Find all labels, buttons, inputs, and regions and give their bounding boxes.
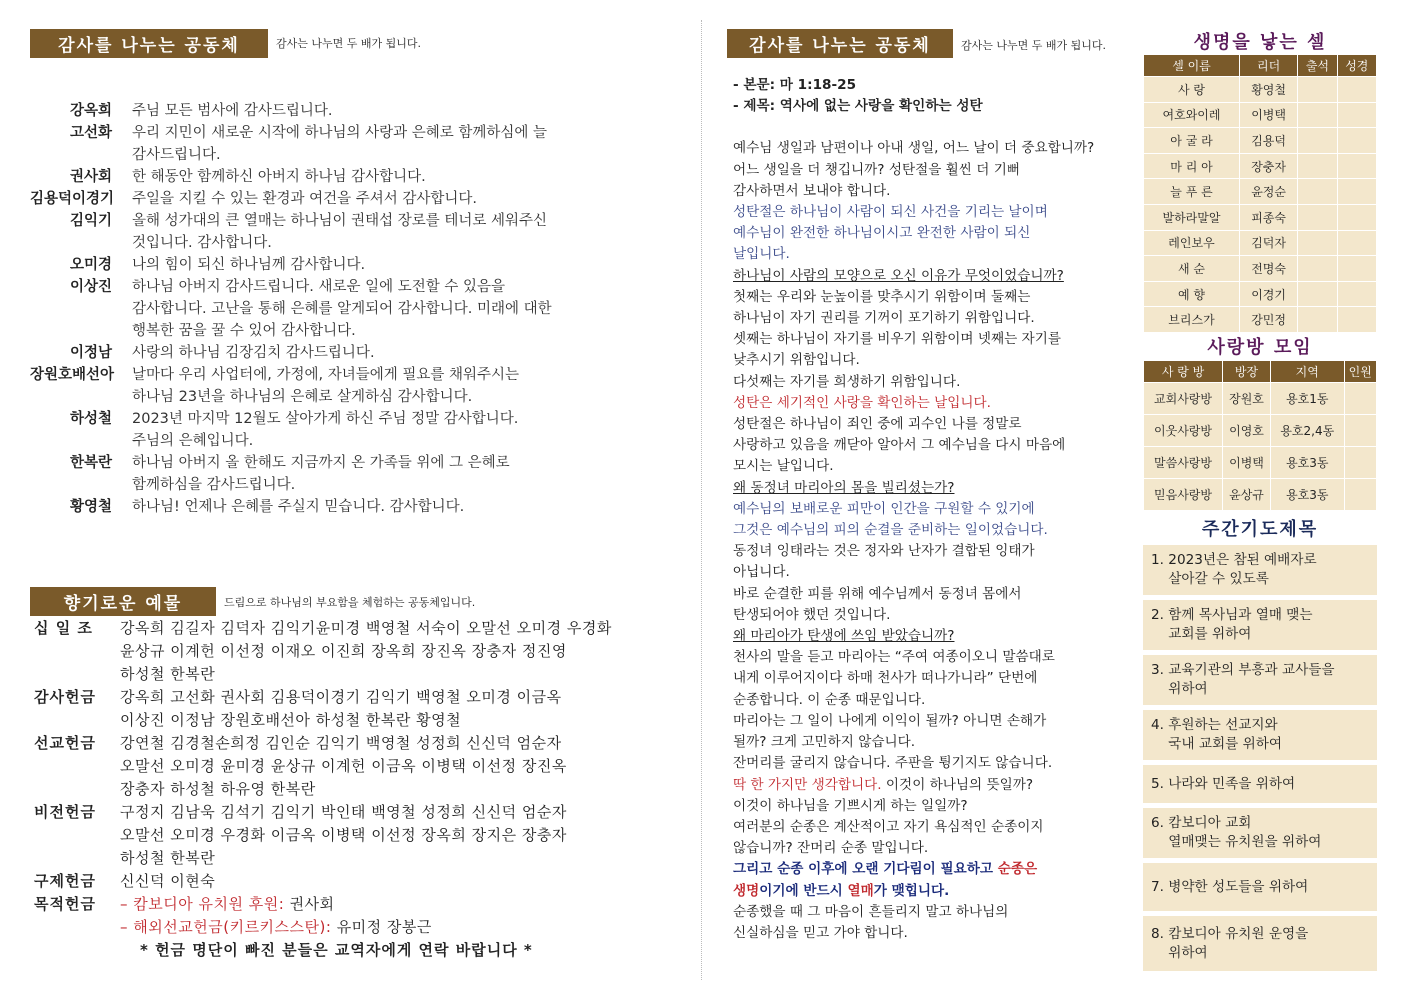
cell-bible — [1337, 307, 1376, 333]
room-row — [1144, 447, 1377, 479]
thanks-row — [30, 364, 680, 408]
thanks-message — [132, 496, 680, 518]
thanks-banner: 감사를 나누는 공동체 — [30, 29, 268, 58]
sermon-banner: 감사를 나누는 공동체 — [727, 29, 953, 58]
thanks-row — [30, 408, 680, 452]
cell-name: 브리스가 — [1144, 307, 1240, 333]
room-table-header: 사 랑 방 — [1144, 361, 1223, 383]
cell-leader: 강민정 — [1239, 307, 1297, 333]
cell-row — [1144, 153, 1377, 179]
room-table-header: 인원 — [1344, 361, 1376, 383]
sermon-text-ref: - 본문: 마 1:18-25 — [733, 77, 857, 93]
cell-leader: 장충자 — [1239, 153, 1297, 179]
room-area: 용호3동 — [1271, 479, 1345, 511]
sermon-question: 하나님이 사람의 모양으로 오신 이유가 무엇이었습니까? — [733, 267, 1064, 284]
sermon-para: 예수님 생일과 남편이나 아내 생일, 어느 날이 더 중요합니까? 어느 생일을 더 챙깁니까? 성탄절을 훨씬 더 기뻐 감사하면서 보내야 합니다. — [733, 140, 1095, 199]
room-table-header: 방장 — [1223, 361, 1271, 383]
room-row — [1144, 479, 1377, 511]
offering-label: 선교헌금 — [34, 734, 96, 752]
room-count — [1344, 479, 1376, 511]
thanks-line: 사랑의 하나님 김장김치 감사드립니다. — [132, 345, 375, 361]
thanks-line: 올해 성가대의 큰 열매는 하나님이 권태섭 장로를 테너로 세워주신 — [132, 213, 548, 229]
cell-leader: 황영철 — [1239, 77, 1297, 103]
thanks-line: 주님의 은혜입니다. — [132, 433, 254, 449]
offering-names — [120, 801, 684, 870]
offering-notice: * 헌금 명단이 빠진 분들은 교역자에게 연락 바랍니다 * — [140, 941, 533, 959]
purpose-dash: – — [120, 895, 134, 913]
sermon-para: 첫째는 우리와 눈높이를 맞추시기 위함이며 둘째는 하나님이 자기 권리를 기꺼이 포기하기 위함입니다. 셋째는 하나님이 자기를 비우기 위함이며 넷째는 자기를 낮추시기 위함입니다. 다섯째는 자기를 희생하기 위함입니다. — [733, 288, 1061, 390]
sermon-para: 딱 한 가지만 생각합니다. 이것이 하나님의 뜻일까? 이것이 하나님을 기쁘시게 하는 일일까? 여러분의 순종은 계산적이고 자기 욕심적인 순종이지 않습니까? 잔머리 순종 말입니다. — [733, 776, 1044, 857]
thanks-line: 2023년 마지막 12월도 살아가게 하신 주님 정말 감사합니다. — [132, 411, 519, 427]
cell-attendance — [1298, 256, 1337, 282]
thanks-name: 하성철 — [69, 411, 112, 427]
sermon-banner-subtitle: 감사는 나누면 두 배가 됩니다. — [961, 39, 1106, 52]
thanks-line: 하나님 아버지 감사드립니다. 새로운 일에 도전할 수 있음을 — [132, 279, 506, 295]
offering-names-line: 강연철 김경철손희정 김인순 김익기 백영철 성정희 신신덕 엄순자 — [120, 734, 562, 752]
prayer-item: 2. 함께 목사님과 열매 맺는 교회를 위하여 — [1143, 600, 1377, 650]
thanks-row — [30, 188, 680, 210]
cell-name: 레인보우 — [1144, 230, 1240, 256]
cell-attendance — [1298, 307, 1337, 333]
thanks-name: 한복란 — [69, 455, 112, 471]
offering-names-line: 이상진 이정남 장원호배선아 하성철 한복란 황영철 — [120, 711, 462, 729]
page-divider — [701, 20, 702, 980]
sermon-title: - 제목: 역사에 없는 사랑을 확인하는 성탄 — [733, 98, 983, 115]
sermon-text — [733, 75, 1143, 944]
sermon-para: 동정녀 잉태라는 것은 정자와 난자가 결합된 잉태가 아닙니다. 바로 순결한 피를 위해 예수님께서 동정녀 몸에서 탄생되어야 했던 것입니다. — [733, 543, 1035, 623]
prayer-item: 6. 캄보디아 교회 열매맺는 유치원을 위하여 — [1143, 808, 1377, 858]
thanks-name: 김용덕이경기 — [30, 191, 115, 207]
offering-banner: 향기로운 예물 — [30, 587, 216, 616]
purpose-name: 캄보디아 유치원 후원: — [133, 895, 285, 913]
room-leader: 윤상규 — [1223, 479, 1271, 511]
room-leader: 이영호 — [1223, 415, 1271, 447]
cell-attendance — [1298, 281, 1337, 307]
room-row — [1144, 383, 1377, 415]
thanks-line: 하나님 아버지 올 한해도 지금까지 온 가족들 위에 그 은혜로 — [132, 455, 510, 471]
thanks-line: 주일을 지킬 수 있는 환경과 여건을 주셔서 감사합니다. — [132, 191, 478, 207]
cell-row — [1144, 128, 1377, 154]
room-name: 이웃사랑방 — [1144, 415, 1223, 447]
prayer-item: 3. 교육기관의 부흥과 교사들을 위하여 — [1143, 655, 1377, 705]
cell-name: 예 향 — [1144, 281, 1240, 307]
thanks-line: 행복한 꿈을 꿀 수 있어 감사합니다. — [132, 323, 356, 339]
thanks-line: 감사드립니다. — [132, 147, 221, 163]
offering-names-line: 장충자 하성철 하유영 한복란 — [120, 780, 316, 798]
cell-leader: 피종숙 — [1239, 204, 1297, 230]
offering-row — [34, 870, 684, 893]
cell-bible — [1337, 256, 1376, 282]
room-count — [1344, 383, 1376, 415]
thanks-message — [132, 342, 680, 364]
thanks-line: 주님 모든 범사에 감사드립니다. — [132, 103, 333, 119]
offering-names-line: 강옥희 김길자 김덕자 김익기윤미경 백영철 서숙이 오말선 오미경 우경화 — [120, 619, 612, 637]
prayer-item: 1. 2023년은 참된 예배자로 살아갈 수 있도록 — [1143, 545, 1377, 595]
room-leader: 이병택 — [1223, 447, 1271, 479]
thanks-row — [30, 452, 680, 496]
cell-row — [1144, 230, 1377, 256]
thanks-name: 김익기 — [69, 213, 112, 229]
prayer-item: 5. 나라와 민족을 위하여 — [1143, 765, 1377, 803]
cell-bible — [1337, 204, 1376, 230]
thanks-name: 이상진 — [69, 279, 112, 295]
cell-bible — [1337, 153, 1376, 179]
cell-attendance — [1298, 204, 1337, 230]
room-name: 믿음사랑방 — [1144, 479, 1223, 511]
offering-names-line: 하성철 한복란 — [120, 665, 216, 683]
thanks-name: 권사회 — [69, 169, 112, 185]
cell-row — [1144, 307, 1377, 333]
thanks-banner-subtitle: 감사는 나누면 두 배가 됩니다. — [276, 37, 421, 50]
thanks-name: 오미경 — [69, 257, 112, 273]
thanks-row — [30, 210, 680, 254]
purpose-offering-items — [120, 893, 684, 939]
cell-attendance — [1298, 102, 1337, 128]
sermon-question: 왜 동정녀 마리아의 몸을 빌리셨는가? — [733, 479, 955, 496]
offering-label: 십 일 조 — [34, 619, 93, 637]
offering-names-line: 윤상규 이계헌 이선정 이재오 이진희 장옥희 장진옥 장충자 정진영 — [120, 642, 567, 660]
room-name: 말씀사랑방 — [1144, 447, 1223, 479]
cell-attendance — [1298, 77, 1337, 103]
thanks-row — [30, 496, 680, 518]
cell-bible — [1337, 77, 1376, 103]
room-area: 용호3동 — [1271, 447, 1345, 479]
room-table-header: 지역 — [1271, 361, 1345, 383]
cell-row — [1144, 204, 1377, 230]
room-title: 사랑방 모임 — [1207, 337, 1313, 358]
cell-leader: 이경기 — [1239, 281, 1297, 307]
cell-name: 발하라말알 — [1144, 204, 1240, 230]
thanks-row — [30, 122, 680, 166]
sermon-para: 성탄절은 하나님이 사람이 되신 사건을 기리는 날이며 예수님이 완전한 하나님이시고 완전한 사람이 되신 날입니다. — [733, 204, 1048, 263]
offering-label: 감사헌금 — [34, 688, 96, 706]
prayer-title: 주간기도제목 — [1201, 519, 1319, 540]
cell-row — [1144, 256, 1377, 282]
thanks-message — [132, 210, 680, 254]
thanks-message — [132, 452, 680, 496]
cell-attendance — [1298, 128, 1337, 154]
room-count — [1344, 415, 1376, 447]
thanks-row — [30, 254, 680, 276]
room-area: 용호1동 — [1271, 383, 1345, 415]
thanks-row — [30, 166, 680, 188]
thanks-message — [132, 122, 680, 166]
thanks-message — [132, 364, 680, 408]
cell-name: 사 랑 — [1144, 77, 1240, 103]
cell-table-header: 성경 — [1337, 55, 1376, 77]
cell-bible — [1337, 230, 1376, 256]
purpose-offering-row — [34, 893, 684, 939]
offering-names-line: 오말선 오미경 우경화 이금옥 이병택 이선정 장옥희 장지은 장충자 — [120, 826, 567, 844]
thanks-row — [30, 100, 680, 122]
cell-bible — [1337, 102, 1376, 128]
cell-name: 여호와이레 — [1144, 102, 1240, 128]
cell-row — [1144, 281, 1377, 307]
thanks-message — [132, 254, 680, 276]
sermon-conclusion: 그리고 순종 이후에 오랜 기다림이 필요하고 순종은 생명이기에 반드시 열매가 맺힙니다. — [733, 861, 1038, 899]
offering-names-line: 구정지 김남욱 김석기 김익기 박인태 백영철 성정희 신신덕 엄순자 — [120, 803, 567, 821]
cell-attendance — [1298, 179, 1337, 205]
offering-label: 목적헌금 — [34, 895, 96, 913]
offering-banner-subtitle: 드림으로 하나님의 부요함을 체험하는 공동체입니다. — [224, 596, 476, 609]
offering-row — [34, 686, 684, 732]
cell-leader: 전명숙 — [1239, 256, 1297, 282]
thanks-line: 함께하심을 감사드립니다. — [132, 477, 296, 493]
cell-table — [1143, 54, 1377, 333]
purpose-dash: – — [120, 918, 134, 936]
thanks-name: 이정남 — [69, 345, 112, 361]
purpose-name: 해외선교헌금(키르키스스탄): — [133, 918, 332, 936]
sermon-question: 왜 마리아가 탄생에 쓰임 받았습니까? — [733, 628, 955, 645]
cell-name: 새 순 — [1144, 256, 1240, 282]
thanks-line: 날마다 우리 사업터에, 가정에, 자녀들에게 필요를 채워주시는 — [132, 367, 520, 383]
cell-name: 마 리 아 — [1144, 153, 1240, 179]
offering-label: 구제헌금 — [34, 872, 96, 890]
thanks-message — [132, 166, 680, 188]
sermon-highlight: 성탄은 세기적인 사랑을 확인하는 날입니다. — [733, 394, 991, 411]
sermon-para: 예수님의 보배로운 피만이 인간을 구원할 수 있기에 그것은 예수님의 피의 순결을 준비하는 일이었습니다. — [733, 500, 1048, 539]
offering-names-line: 신신덕 이현숙 — [120, 872, 216, 890]
thanks-line: 감사합니다. 고난을 통해 은혜를 알게되어 감사합니다. 미래에 대한 — [132, 301, 552, 317]
cell-leader: 김용덕 — [1239, 128, 1297, 154]
offering-label: 비전헌금 — [34, 803, 96, 821]
prayer-item: 8. 캄보디아 유치원 운영을 위하여 — [1143, 916, 1377, 971]
sermon-para: 천사의 말을 듣고 마리아는 “주여 여종이오니 말씀대로 내게 이루어지이다 하매 천사가 떠나가니라” 단번에 순종합니다. 이 순종 때문입니다. 마리아는 그 일이 나에게 이익이 될까? 아니면 손해가 될까? 크게 고민하지 않습니다. 잔머리를 굴리지 않습니다. 주판을 튕기지도 않습니다. — [733, 649, 1055, 772]
cell-leader: 김덕자 — [1239, 230, 1297, 256]
room-area: 용호2,4동 — [1271, 415, 1345, 447]
cell-leader: 윤정순 — [1239, 179, 1297, 205]
cell-attendance — [1298, 230, 1337, 256]
thanks-message — [132, 100, 680, 122]
thanks-line: 하나님 23년을 하나님의 은혜로 살게하심 감사합니다. — [132, 389, 473, 405]
thanks-line: 우리 지민이 새로운 시작에 하나님의 사랑과 은혜로 함께하심에 늘 — [132, 125, 548, 141]
purpose-donors: 유미정 장봉근 — [331, 918, 432, 936]
offering-row — [34, 801, 684, 870]
thanks-message — [132, 408, 680, 452]
offering-names-line: 하성철 한복란 — [120, 849, 216, 867]
thanks-row — [30, 276, 680, 342]
cell-leader: 이병택 — [1239, 102, 1297, 128]
purpose-donors: 권사회 — [284, 895, 335, 913]
offering-names — [120, 732, 684, 801]
thanks-row — [30, 342, 680, 364]
offering-row — [34, 617, 684, 686]
cell-table-header: 리더 — [1239, 55, 1297, 77]
offering-names — [120, 870, 684, 893]
cell-table-header: 셀 이름 — [1144, 55, 1240, 77]
cell-bible — [1337, 281, 1376, 307]
offering-names — [120, 617, 684, 686]
room-name: 교회사랑방 — [1144, 383, 1223, 415]
cell-name: 늘 푸 른 — [1144, 179, 1240, 205]
offering-row — [34, 732, 684, 801]
offering-list — [34, 617, 684, 962]
thanks-line: 나의 힘이 되신 하나님께 감사합니다. — [132, 257, 366, 273]
thanks-name: 강옥희 — [69, 103, 112, 119]
cell-name: 아 굴 라 — [1144, 128, 1240, 154]
prayer-list — [1143, 545, 1377, 976]
room-leader: 장원호 — [1223, 383, 1271, 415]
purpose-offering-item — [120, 916, 684, 939]
room-row — [1144, 415, 1377, 447]
cell-title: 생명을 낳는 셀 — [1193, 32, 1327, 53]
cell-row — [1144, 102, 1377, 128]
thanks-list — [30, 100, 680, 518]
thanks-message — [132, 188, 680, 210]
cell-attendance — [1298, 153, 1337, 179]
sermon-para: 성탄절은 하나님이 죄인 중에 괴수인 나를 정말로 사랑하고 있음을 깨닫아 알아서 그 예수님을 다시 마음에 모시는 날입니다. — [733, 416, 1066, 475]
thanks-line: 한 해동안 함께하신 아버지 하나님 감사합니다. — [132, 169, 426, 185]
thanks-message — [132, 276, 680, 342]
offering-names — [120, 686, 684, 732]
prayer-item: 7. 병약한 성도들을 위하여 — [1143, 863, 1377, 911]
sermon-para: 순종했을 때 그 마음이 흔들리지 말고 하나님의 신실하심을 믿고 가야 합니다. — [733, 903, 1009, 941]
thanks-name: 장원호배선아 — [30, 367, 115, 383]
purpose-offering-item — [120, 893, 684, 916]
prayer-item: 4. 후원하는 선교지와 국내 교회를 위하여 — [1143, 710, 1377, 760]
thanks-name: 고선화 — [69, 125, 112, 141]
thanks-line: 것입니다. 감사합니다. — [132, 235, 272, 251]
room-count — [1344, 447, 1376, 479]
cell-row — [1144, 77, 1377, 103]
cell-table-header: 출석 — [1298, 55, 1337, 77]
cell-bible — [1337, 179, 1376, 205]
thanks-line: 하나님! 언제나 은혜를 주실지 믿습니다. 감사합니다. — [132, 499, 465, 515]
room-table — [1143, 360, 1377, 511]
offering-names-line: 강옥희 고선화 권사회 김용덕이경기 김익기 백영철 오미경 이금옥 — [120, 688, 562, 706]
offering-names-line: 오말선 오미경 윤미경 윤상규 이계헌 이금옥 이병택 이선정 장진옥 — [120, 757, 567, 775]
cell-row — [1144, 179, 1377, 205]
cell-bible — [1337, 128, 1376, 154]
thanks-name: 황영철 — [69, 499, 112, 515]
